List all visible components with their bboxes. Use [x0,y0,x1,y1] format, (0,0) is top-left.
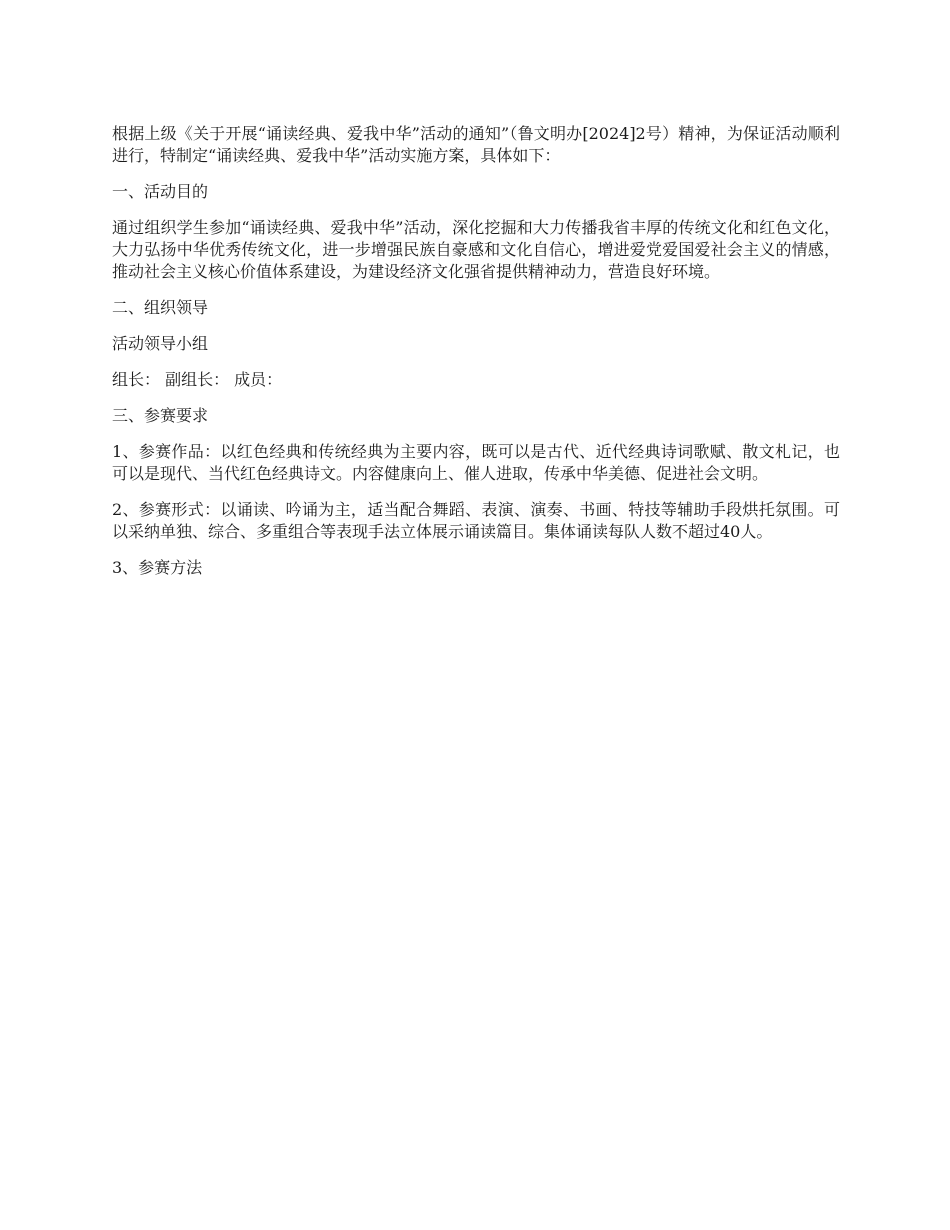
requirement-format-paragraph: 2、参赛形式：以诵读、吟诵为主，适当配合舞蹈、表演、演奏、书画、特技等辅助手段烘托氛围。可以采纳单独、综合、多重组合等表现手法立体展示诵读篇目。集体诵读每队人数不超过40人。 [112,500,840,541]
requirement-works-paragraph: 1、参赛作品：以红色经典和传统经典为主要内容，既可以是古代、近代经典诗词歌赋、散文札记，也可以是现代、当代红色经典诗文。内容健康向上、催人进取，传承中华美德、促进社会文明。 [112,442,840,483]
section-heading-organization: 二、组织领导 [112,298,209,317]
leadership-group-label: 活动领导小组 [112,334,209,353]
section-heading-purpose: 一、活动目的 [112,182,209,201]
intro-paragraph: 根据上级《关于开展“诵读经典、爱我中华”活动的通知”（鲁文明办[2024]2号）精神，为保证活动顺利进行，特制定“诵读经典、爱我中华”活动实施方案，具体如下： [112,124,840,165]
requirement-method-heading: 3、参赛方法 [112,558,203,577]
leadership-members-line: 组长： 副组长： 成员： [112,370,283,389]
document-body [112,123,840,593]
purpose-paragraph: 通过组织学生参加“诵读经典、爱我中华”活动，深化挖掘和大力传播我省丰厚的传统文化和红色文化，大力弘扬中华优秀传统文化，进一步增强民族自豪感和文化自信心，增进爱党爱国爱社会主义的情感，推动社会主义核心价值体系建设，为建设经济文化强省提供精神动力，营造良好环境。 [112,218,840,281]
section-heading-requirements: 三、参赛要求 [112,406,209,425]
